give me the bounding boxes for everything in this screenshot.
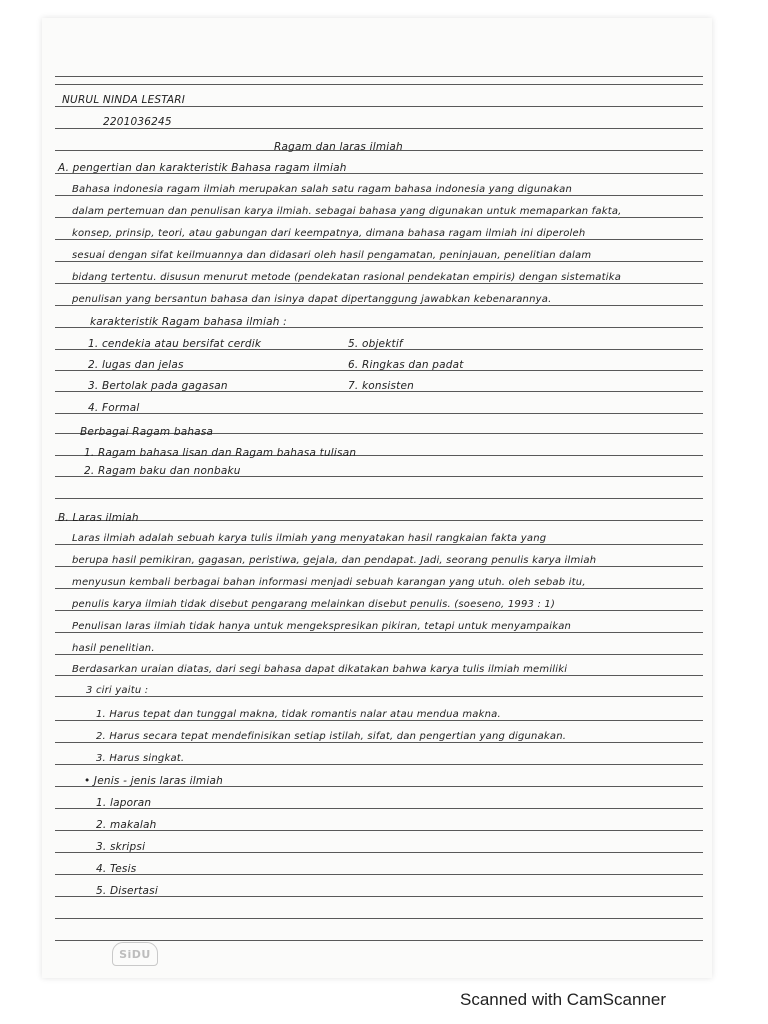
section-b-paragraph-line: 3 ciri yaitu :: [86, 685, 149, 696]
ruled-line: [55, 413, 703, 414]
ruled-line: [55, 874, 703, 875]
ruled-line: [55, 106, 703, 107]
section-b-paragraph-line: hasil penelitian.: [72, 643, 155, 654]
feature-item: 1. Harus tepat dan tunggal makna, tidak romantis nalar atau mendua makna.: [96, 709, 501, 720]
ruled-line: [55, 918, 703, 919]
characteristic-item: 5. objektif: [348, 338, 403, 350]
characteristic-item: 4. Formal: [88, 402, 140, 414]
camscanner-watermark: Scanned with CamScanner: [460, 990, 667, 1009]
ruled-line: [55, 76, 703, 77]
section-a-paragraph-line: bidang tertentu. disusun menurut metode (pendekatan rasional pendekatan empiris) dengan sistematika: [72, 272, 622, 283]
characteristic-item: 2. lugas dan jelas: [88, 359, 184, 371]
section-a-paragraph-line: konsep, prinsip, teori, atau gabungan dari keempatnya, dimana bahasa ragam ilmiah ini diperoleh: [72, 228, 586, 239]
section-a-paragraph-line: dalam pertemuan dan penulisan karya ilmiah. sebagai bahasa yang digunakan untuk memaparkan fakta,: [72, 206, 622, 217]
kind-item: 4. Tesis: [96, 863, 137, 875]
types-title: Berbagai Ragam bahasa: [80, 426, 214, 438]
kind-item: 3. skripsi: [96, 841, 146, 853]
feature-item: 3. Harus singkat.: [96, 753, 185, 764]
characteristic-item: 7. konsisten: [348, 380, 415, 392]
section-b-paragraph-line: Laras ilmiah adalah sebuah karya tulis ilmiah yang menyatakan hasil rangkaian fakta yang: [72, 533, 547, 544]
type-item: 1. Ragam bahasa lisan dan Ragam bahasa tulisan: [84, 447, 357, 459]
section-a-heading: A. pengertian dan karakteristik Bahasa ragam ilmiah: [58, 162, 347, 174]
section-b-paragraph-line: Berdasarkan uraian diatas, dari segi bahasa dapat dikatakan bahwa karya tulis ilmiah memiliki: [72, 664, 568, 675]
characteristic-item: 1. cendekia atau bersifat cerdik: [88, 338, 262, 350]
characteristics-title: karakteristik Ragam bahasa ilmiah :: [90, 316, 287, 328]
ruled-line: [55, 852, 703, 853]
kinds-title: • Jenis - jenis laras ilmiah: [84, 775, 223, 787]
ruled-line: [55, 128, 703, 129]
sidu-logo: [112, 942, 158, 966]
section-a-paragraph-line: penulisan yang bersantun bahasa dan isinya dapat dipertanggung jawabkan kebenarannya.: [72, 294, 552, 305]
type-item: 2. Ragam baku dan nonbaku: [84, 465, 241, 477]
ruled-line: [55, 520, 703, 521]
student-id: 2201036245: [103, 116, 172, 128]
feature-item: 2. Harus secara tepat mendefinisikan setiap istilah, sifat, dan pengertian yang digunakan.: [96, 731, 567, 742]
section-b-paragraph-line: berupa hasil pemikiran, gagasan, peristiwa, gejala, dan pendapat. Jadi, seorang penulis karya ilmiah: [72, 555, 597, 566]
ruled-line: [55, 84, 703, 85]
section-b-heading: B. Laras ilmiah: [58, 512, 139, 524]
kind-item: 5. Disertasi: [96, 885, 158, 897]
characteristic-item: 6. Ringkas dan padat: [348, 359, 464, 371]
characteristic-item: 3. Bertolak pada gagasan: [88, 380, 228, 392]
ruled-line: [55, 808, 703, 809]
kind-item: 1. laporan: [96, 797, 152, 809]
ruled-line: [55, 940, 703, 941]
section-b-paragraph-line: penulis karya ilmiah tidak disebut pengarang melainkan disebut penulis. (soeseno, 1993 : 1): [72, 599, 556, 610]
section-b-paragraph-line: Penulisan laras ilmiah tidak hanya untuk mengekspresikan pikiran, tetapi untuk menyampaikan: [72, 621, 572, 632]
kind-item: 2. makalah: [96, 819, 157, 831]
ruled-line: [55, 498, 703, 499]
sidu-logo-text: SiDU: [119, 947, 151, 961]
ruled-line: [55, 696, 703, 697]
student-name: NURUL NINDA LESTARI: [62, 94, 186, 106]
section-b-paragraph-line: menyusun kembali berbagai bahan informasi menjadi sebuah karangan yang utuh. oleh sebab itu,: [72, 577, 586, 588]
page-title: Ragam dan laras ilmiah: [274, 141, 403, 153]
section-a-paragraph-line: sesuai dengan sifat keilmuannya dan didasari oleh hasil pengamatan, peninjauan, penelitian dalam: [72, 250, 592, 261]
section-a-paragraph-line: Bahasa indonesia ragam ilmiah merupakan salah satu ragam bahasa indonesia yang digunakan: [72, 184, 572, 195]
